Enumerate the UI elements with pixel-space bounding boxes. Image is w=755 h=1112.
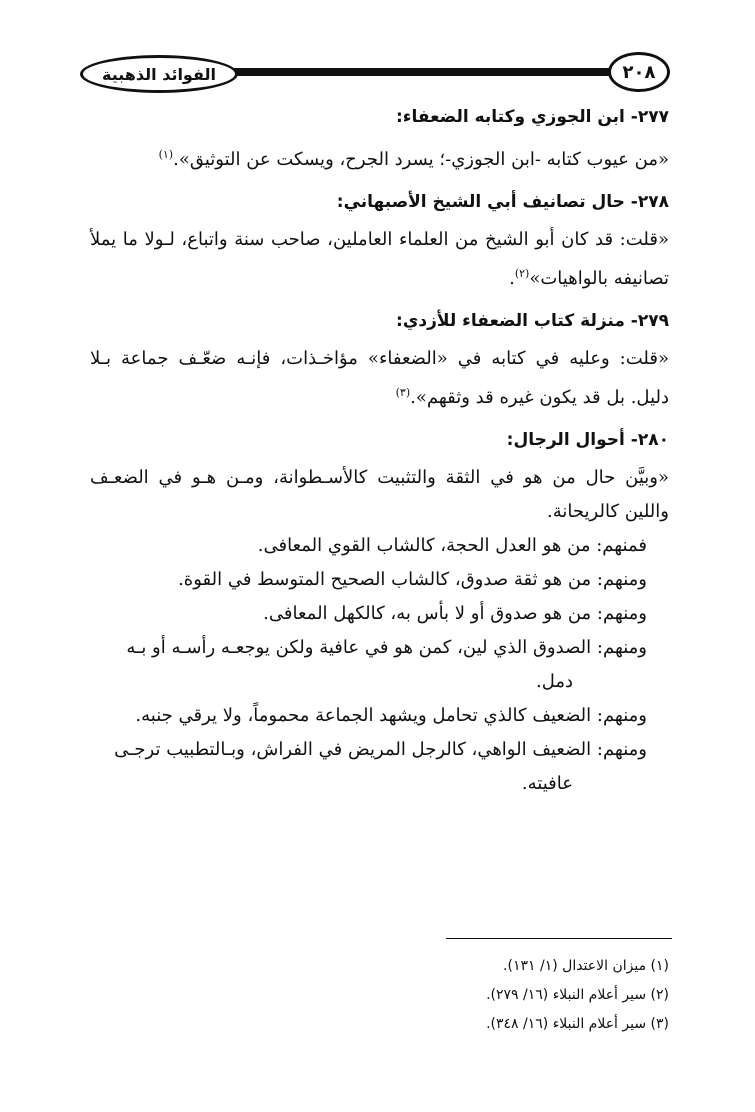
page-number-badge <box>608 52 670 92</box>
footnote-separator <box>446 938 672 939</box>
list-item-continuation: دمل. <box>535 671 573 692</box>
section-277 <box>90 104 669 177</box>
list-item-continuation: عافيته. <box>521 773 573 794</box>
footnote-ref: (٣) <box>395 386 411 399</box>
section-title: ٢٧٨- حال تصانيف أبي الشيخ الأصبهاني: <box>336 192 669 212</box>
footnote: (١) ميزان الاعتدال (١/ ١٣١). <box>503 958 669 974</box>
page-number: ٢٠٨ <box>622 61 656 83</box>
section-text <box>90 342 669 415</box>
footnote: (٢) سير أعلام النبلاء (١٦/ ٢٧٩). <box>486 987 669 1003</box>
section-title: ٢٧٧- ابن الجوزي وكتابه الضعفاء: <box>395 107 669 127</box>
quote-text: «قلت: قد كان أبو الشيخ من العلماء العاملين، صاحب سنة واتباع، لـولا ما يملأ تصانيفه بالواهيات» <box>90 229 669 289</box>
footnote: (٣) سير أعلام النبلاء (١٦/ ٣٤٨). <box>486 1016 669 1032</box>
list-item: ومنهم: من هو ثقة صدوق، كالشاب الصحيح المتوسط في القوة. <box>178 569 647 590</box>
section-279 <box>90 308 669 415</box>
section-text: «وبيَّن حال من هو في الثقة والتثبيت كالأسـطوانة، ومـن هـو في الضعـف واللين كالريحانة. <box>90 467 669 522</box>
header-rule <box>225 68 610 76</box>
page-body <box>90 104 669 801</box>
list-item: ومنهم: الصدوق الذي لين، كمن هو في عافية ولكن يوجعـه رأسـه أو بـه <box>126 637 647 658</box>
section-title: ٢٨٠- أحوال الرجال: <box>506 430 669 450</box>
section-title: ٢٧٩- منزلة كتاب الضعفاء للأزدي: <box>396 311 669 331</box>
list-item: فمنهم: من هو العدل الحجة، كالشاب القوي المعافى. <box>257 535 647 556</box>
section-280 <box>90 427 669 801</box>
page-header <box>80 52 670 98</box>
quote-text: «قلت: وعليه في كتابه في «الضعفاء» مؤاخـذات، فإنـه ضعّـف جماعة بـلا دليل. بل قد يكون غيره قد وثقهم». <box>90 348 669 408</box>
ranks-list <box>90 529 669 801</box>
section-text <box>90 138 669 177</box>
section-278 <box>90 189 669 296</box>
book-title: الفوائد الذهبية <box>102 64 216 84</box>
section-text <box>90 223 669 296</box>
quote-text: «من عيوب كتابه -ابن الجوزي-؛ يسرد الجرح، ويسكت عن التوثيق». <box>173 149 669 170</box>
footnote-ref: (٢) <box>514 267 530 280</box>
list-item: ومنهم: الضعيف كالذي تحامل ويشهد الجماعة محموماً، ولا يرقي جنبه. <box>135 705 647 726</box>
sentence-end: . <box>509 268 515 289</box>
book-title-badge <box>80 55 238 93</box>
footnotes <box>90 952 669 1039</box>
list-item: ومنهم: من هو صدوق أو لا بأس به، كالكهل المعافى. <box>263 603 647 624</box>
footnote-ref: (١) <box>158 148 174 161</box>
list-item: ومنهم: الضعيف الواهي، كالرجل المريض في الفراش، وبـالتطبيب ترجـى <box>114 739 647 760</box>
